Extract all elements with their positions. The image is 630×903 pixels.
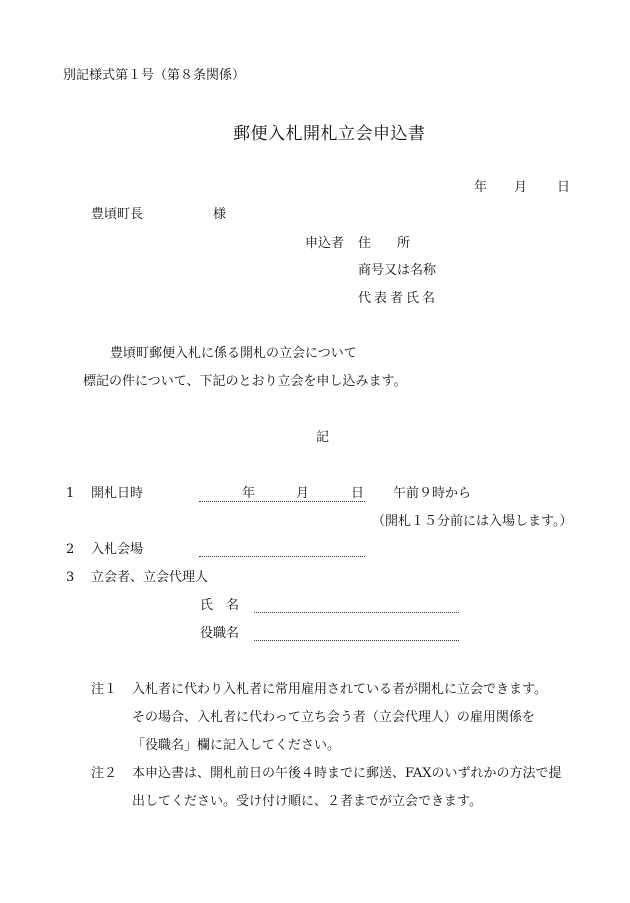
note-2-line-1: 本申込書は、開札前日の午後４時までに郵送、FAXのいずれかの方法で提 [132, 766, 562, 781]
address-label: 住 所 [358, 236, 411, 251]
entry-time-note: （開札１５分前には入場します。） [372, 514, 573, 529]
addressee-name: 豊頃町長 [91, 207, 144, 222]
applicant-label: 申込者 [305, 236, 345, 251]
venue-field[interactable] [199, 556, 365, 557]
opening-year-label: 年 [242, 486, 256, 501]
note-1-line-1: 入札者に代わり入札者に常用雇用されている者が開札に立会できます。 [132, 682, 547, 697]
note-1-line-3: 「役職名」欄に記入してください。 [132, 738, 341, 753]
item-1-label: 開札日時 [91, 486, 144, 501]
opening-date-field[interactable] [199, 501, 365, 502]
form-reference-note: 別記様式第１号（第８条関係） [63, 68, 246, 83]
body-line-1: 豊頃町郵便入札に係る開札の立会について [110, 346, 357, 361]
item-1-number: 1 [66, 486, 75, 501]
date-year-label: 年 [474, 180, 488, 195]
representative-name-label: 代表者氏名 [358, 291, 439, 306]
opening-time-text: 午前９時から [393, 486, 472, 501]
item-3-label: 立会者、立会代理人 [91, 570, 209, 585]
page-title: 郵便入札開札立会申込書 [233, 124, 426, 144]
item-3-number: 3 [66, 570, 75, 585]
item-2-label: 入札会場 [91, 542, 144, 557]
attendee-title-field[interactable] [254, 640, 459, 641]
opening-day-label: 日 [351, 486, 365, 501]
attendee-title-label: 役職名 [200, 626, 240, 641]
addressee-honorific: 様 [213, 207, 227, 222]
attendee-name-field[interactable] [254, 612, 459, 613]
opening-month-label: 月 [296, 486, 310, 501]
ki-heading: 記 [316, 430, 330, 445]
note-1-label: 注１ [91, 682, 118, 697]
item-2-number: 2 [66, 542, 75, 557]
company-name-label: 商号又は名称 [358, 263, 437, 278]
date-day-label: 日 [557, 180, 571, 195]
date-month-label: 月 [514, 180, 528, 195]
note-1-line-2: その場合、入札者に代わって立ち会う者（立会代理人）の雇用関係を [132, 710, 535, 725]
note-2-line-2: 出してください。受け付け順に、２者までが立会できます。 [132, 794, 482, 809]
note-2-label: 注２ [91, 766, 118, 781]
attendee-name-label: 氏 名 [200, 598, 240, 613]
body-line-2: 標記の件について、下記のとおり立会を申し込みます。 [83, 374, 407, 389]
